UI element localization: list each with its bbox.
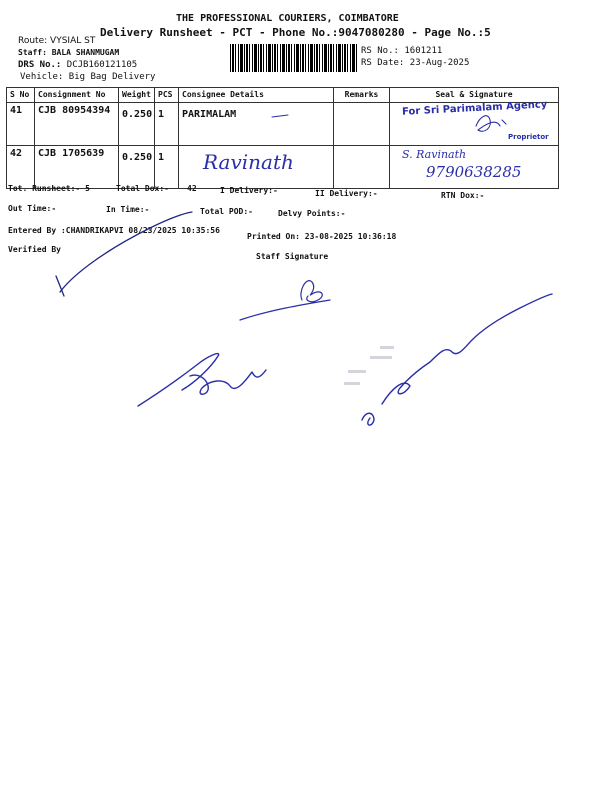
vehicle-label: Vehicle: <box>20 72 64 82</box>
i-delivery: I Delivery:- <box>220 186 278 195</box>
col-remarks-header: Remarks <box>334 88 390 103</box>
verified-stroke-icon <box>60 212 192 292</box>
row-consignment: CJB 80954394 <box>35 103 119 146</box>
rs-date-value: 23-Aug-2025 <box>409 58 470 68</box>
col-pcs-header: PCS <box>155 88 179 103</box>
right-handwritten-signature-icon <box>362 294 552 425</box>
drs-label: DRS No.: <box>18 60 62 70</box>
in-time: In Time:- <box>106 205 150 214</box>
col-weight-header: Weight <box>119 88 155 103</box>
verified-mark-icon <box>56 276 64 296</box>
row-consignment: CJB 1705639 <box>35 146 119 189</box>
entered-by: Entered By :CHANDRIKAPVI 08/23/2025 10:35:56 <box>8 226 220 235</box>
delivery-table <box>6 87 559 189</box>
row-weight: 0.250 <box>119 146 155 189</box>
rs-no-line <box>361 46 442 56</box>
vehicle-line <box>20 72 155 82</box>
route-label: Route: <box>18 36 48 46</box>
seal-stamp-title: Proprietor <box>508 133 549 141</box>
out-time: Out Time:- <box>8 204 57 213</box>
total-pod: Total POD:- <box>200 207 253 216</box>
staff-label: Staff: <box>18 48 47 57</box>
col-seal-header: Seal & Signature <box>390 88 559 103</box>
table-header-row <box>7 88 559 103</box>
seal-stamp-text: For Sri Parimalam Agency <box>401 99 548 118</box>
row-consignee <box>179 146 334 189</box>
table-row <box>7 146 559 189</box>
total-dox-value: 42 <box>187 184 197 193</box>
delvy-points: Delvy Points:- <box>278 209 346 218</box>
col-consignee-header: Consignee Details <box>179 88 334 103</box>
rs-no-label: RS No.: <box>361 46 399 56</box>
tot-runsheet: Tot. Runsheet:- 5 <box>8 184 90 193</box>
consignee-handwritten: Ravinath <box>203 150 294 174</box>
row-remarks <box>334 103 390 146</box>
table-row <box>7 103 559 146</box>
seal-hand-phone: 9790638285 <box>426 163 522 181</box>
row-pcs: 1 <box>155 103 179 146</box>
col-consignment-header: Consignment No <box>35 88 119 103</box>
runsheet-title: Delivery Runsheet - PCT - Phone No.:9047080280 - Page No.:5 <box>100 26 491 39</box>
drs-value: DCJB160121105 <box>66 60 138 70</box>
barcode-icon <box>230 44 358 72</box>
row-remarks <box>334 146 390 189</box>
ii-delivery: II Delivery:- <box>315 189 378 198</box>
staff-signature-icon <box>240 281 330 320</box>
rs-date-line <box>361 58 469 68</box>
left-handwritten-signature-icon <box>138 354 266 406</box>
rs-no-value: 1601211 <box>404 46 443 56</box>
rtn-dox: RTN Dox:- <box>441 191 485 200</box>
rs-date-label: RS Date: <box>361 58 405 68</box>
printed-on: Printed On: 23-08-2025 10:36:18 <box>247 232 397 241</box>
row-seal <box>390 146 559 189</box>
faint-stamp-marks-icon <box>344 346 394 385</box>
row-seal <box>390 99 559 146</box>
drs-line <box>18 60 137 70</box>
row-weight: 0.250 <box>119 103 155 146</box>
total-dox-label: Total Dox:- <box>116 184 169 193</box>
row-sno: 41 <box>7 103 35 146</box>
row-pcs: 1 <box>155 146 179 189</box>
seal-hand-name: S. Ravinath <box>402 148 467 161</box>
row-consignee: PARIMALAM <box>179 103 334 146</box>
staff-line <box>18 48 119 57</box>
company-name: THE PROFESSIONAL COURIERS, COIMBATORE <box>176 13 399 24</box>
vehicle-value: Big Bag Delivery <box>68 72 156 82</box>
col-sno-header: S No <box>7 88 35 103</box>
row-sno: 42 <box>7 146 35 189</box>
route-line <box>18 36 95 46</box>
verified-by: Verified By <box>8 245 61 254</box>
route-value: VYSIAL ST <box>50 36 96 46</box>
staff-value: BALA SHANMUGAM <box>51 48 120 57</box>
staff-signature-label: Staff Signature <box>256 252 329 261</box>
